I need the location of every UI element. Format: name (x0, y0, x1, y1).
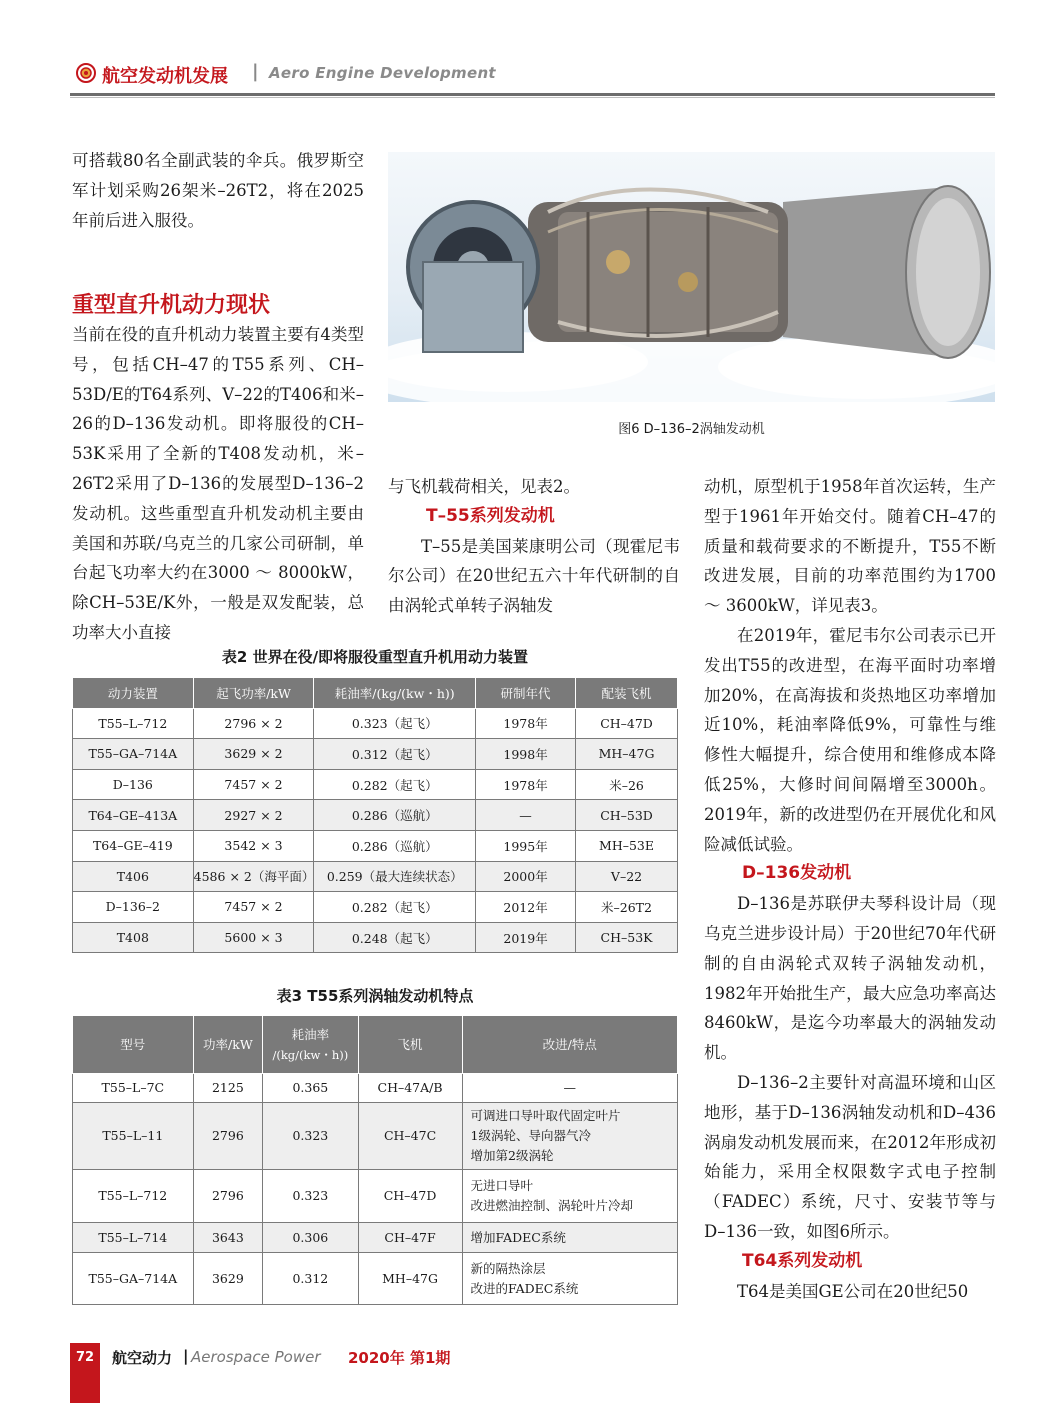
table3-col-model: 型号 (73, 1016, 194, 1074)
table-cell: 7457 × 2 (193, 769, 314, 800)
journal-logo-icon (76, 63, 96, 83)
table-cell: 2012年 (476, 892, 576, 923)
note-line: — (563, 1080, 577, 1095)
table-cell: 2927 × 2 (193, 800, 314, 831)
table-row (73, 1253, 678, 1305)
table-cell: CH–47A/B (358, 1074, 462, 1103)
footer-journal-cn: 航空动力 (112, 1349, 173, 1367)
table-cell: 1998年 (476, 739, 576, 770)
table-row (73, 769, 678, 800)
table3-col-power: 功率/kW (193, 1016, 263, 1074)
note-line: 无进口导叶 (470, 1178, 534, 1193)
engine-illustration (388, 152, 995, 402)
table-cell: 0.248（起飞） (314, 922, 476, 953)
table-row (73, 1074, 678, 1103)
table-cell: 3629 × 2 (193, 739, 314, 770)
table-cell-notes (462, 1223, 677, 1253)
table-cell: T55–L–7C (73, 1074, 194, 1103)
table-row (73, 892, 678, 923)
section-heading: 重型直升机动力现状 (72, 293, 271, 318)
table-cell: 0.306 (263, 1223, 358, 1253)
table-cell: 0.365 (263, 1074, 358, 1103)
table-cell: 2796 (193, 1170, 263, 1223)
table3-col-aircraft: 飞机 (358, 1016, 462, 1074)
table-cell: 0.323（起飞） (314, 708, 476, 739)
table-cell: 5600 × 3 (193, 922, 314, 953)
d136-paragraph-2: D–136–2主要针对高温环境和山区地形，基于D–136涡轴发动机和D–436涡扇发动机发展而来，在2012年形成初始能力，采用全权限数字式电子控制（FADEC）系统，尺寸、安装节等与D–136一致，如图6所示。 (704, 1072, 996, 1241)
table-cell: 1995年 (476, 830, 576, 861)
table-cell: MH–47G (576, 739, 678, 770)
d136-paragraph-1: D–136是苏联伊夫琴科设计局（现乌克兰进步设计局）于20世纪70年代研制的自由涡轮式双转子涡轴发动机，1982年开始批生产，最大应急功率高达8460kW，是迄今功率最大的涡轴发动机。 (704, 894, 996, 1063)
table3-col-sfc-line1: 耗油率 (291, 1026, 330, 1042)
table-cell: 1978年 (476, 708, 576, 739)
table-cell: CH–47D (358, 1170, 462, 1223)
table-cell: 3629 (193, 1253, 263, 1305)
table-row (73, 1103, 678, 1170)
table3-header-row (73, 1016, 678, 1074)
table-cell: 米–26 (576, 769, 678, 800)
footer-separator: | (183, 1347, 189, 1365)
table-cell: CH–47F (358, 1223, 462, 1253)
table-row (73, 922, 678, 953)
table-cell: D–136–2 (73, 892, 194, 923)
table-row (73, 861, 678, 892)
page-number: 72 (75, 1350, 95, 1365)
table-cell: 米–26T2 (576, 892, 678, 923)
table-cell: 3542 × 3 (193, 830, 314, 861)
table-cell: 0.323 (263, 1103, 358, 1170)
column-1 (72, 291, 364, 648)
table2-col-engine: 动力装置 (73, 678, 194, 709)
section-paragraph: 当前在役的直升机动力装置主要有4类型号，包括CH–47的T55系列、CH–53D/E的T64系列、V–22的T406和米–26的D–136发动机。即将服役的CH–53K采用了全新的T408发动机，米–26T2采用了D–136的发展型D–136–2发动机。这些重型直升机发动机主要由美国和苏联/乌克兰的几家公司研制，单台起飞功率大约在3000 ～ 8000kW，除CH–53E/K外，一般是双发配装，总功率大小直接 (72, 325, 364, 642)
table-row (73, 1223, 678, 1253)
table-cell: 0.282（起飞） (314, 769, 476, 800)
table-cell: 0.312（起飞） (314, 739, 476, 770)
table-cell: T55–L–712 (73, 1170, 194, 1223)
t55-paragraph-1: T–55是美国莱康明公司（现霍尼韦尔公司）在20世纪五六十年代研制的自由涡轮式单转子涡轴发 (388, 536, 680, 616)
table2-caption: 表2 世界在役/即将服役重型直升机用动力装置 (221, 648, 529, 666)
table3-caption: 表3 T55系列涡轴发动机特点 (276, 987, 474, 1005)
table-cell: 2796 (193, 1103, 263, 1170)
table2-col-aircraft: 配装飞机 (576, 678, 678, 709)
table-cell: CH–47C (358, 1103, 462, 1170)
note-line: 新的隔热涂层 (470, 1260, 546, 1276)
table-cell: 1978年 (476, 769, 576, 800)
note-line: 改进的FADEC系统 (470, 1280, 579, 1296)
t55-heading: T–55系列发动机 (426, 505, 555, 526)
intro-paragraph (72, 146, 364, 235)
t64-heading: T64系列发动机 (742, 1250, 863, 1271)
journal-title-cn: 航空发动机发展 (102, 66, 228, 87)
table-cell: — (476, 800, 576, 831)
table-cell: T408 (73, 922, 194, 953)
header-separator: | (252, 61, 259, 82)
table-cell: T64–GE–413A (73, 800, 194, 831)
d136-heading: D–136发动机 (742, 863, 852, 884)
table-row (73, 1170, 678, 1223)
table-row (73, 830, 678, 861)
table-cell: T55–L–714 (73, 1223, 194, 1253)
table2-body (73, 708, 678, 953)
table-cell: 2125 (193, 1074, 263, 1103)
table-cell: T55–L–11 (73, 1103, 194, 1170)
t64-paragraph-1: T64是美国GE公司在20世纪50 (737, 1281, 969, 1301)
section-paragraph-end: 与飞机载荷相关，见表2。 (388, 477, 580, 496)
table-cell: T55–L–712 (73, 708, 194, 739)
table3-col-sfc (263, 1016, 358, 1074)
table-cell: T55–GA–714A (73, 739, 194, 770)
note-line: 可调进口导叶取代固定叶片 (470, 1108, 621, 1123)
table3-col-notes: 改进/特点 (462, 1016, 677, 1074)
table-cell-notes (462, 1074, 677, 1103)
table-cell: 2019年 (476, 922, 576, 953)
table-cell: 0.259（最大连续状态） (314, 861, 476, 892)
note-line: 增加FADEC系统 (470, 1229, 566, 1245)
table3-col-sfc-line2: /(kg/(kw・h)) (272, 1047, 349, 1062)
footer-issue: 2020年 第1期 (348, 1349, 451, 1367)
table2-col-sfc: 耗油率/(kg/(kw・h)) (314, 678, 476, 709)
table-cell: 0.286（巡航） (314, 800, 476, 831)
table-cell: MH–47G (358, 1253, 462, 1305)
table2 (72, 677, 678, 953)
table-cell-notes (462, 1103, 677, 1170)
table-cell: 2000年 (476, 861, 576, 892)
table3-body (73, 1074, 678, 1305)
column-2 (388, 472, 680, 621)
table-row (73, 800, 678, 831)
header-rule (70, 93, 995, 96)
table-cell: 0.282（起飞） (314, 892, 476, 923)
table-cell: 2796 × 2 (193, 708, 314, 739)
t55-paragraph-2: 在2019年，霍尼韦尔公司表示已开发出T55的改进型，在海平面时功率增加20%，在高海拔和炎热地区功率增加近10%，耗油率降低9%，可靠性与维修性大幅提升，综合使用和维修成本降低25%，大修时间间隔增至3000h。2019年，新的改进型仍在开展优化和风险减低试验。 (704, 625, 996, 854)
footer-journal-en: Aerospace Power (191, 1348, 321, 1366)
column-3 (704, 472, 996, 1306)
table-cell: CH–47D (576, 708, 678, 739)
note-line: 增加第2级涡轮 (470, 1148, 554, 1163)
table-cell: 0.323 (263, 1170, 358, 1223)
table-cell: D–136 (73, 769, 194, 800)
table-cell: T55–GA–714A (73, 1253, 194, 1305)
t55-paragraph-1-cont: 动机，原型机于1958年首次运转，生产型于1961年开始交付。随着CH–47的质量和载荷要求的不断提升，T55不断改进发展，目前的功率范围约为1700 ～ 3600kW，详见表3。 (704, 477, 996, 616)
table-cell: CH–53D (576, 800, 678, 831)
table-cell: T406 (73, 861, 194, 892)
table-cell: MH–53E (576, 830, 678, 861)
table-cell: 3643 (193, 1223, 263, 1253)
table2-header-row (73, 678, 678, 709)
header-rule-thin (70, 97, 995, 98)
table-row (73, 708, 678, 739)
note-line: 改进燃油控制、涡轮叶片冷却 (470, 1198, 634, 1213)
note-line: 1级涡轮、导向器气冷 (470, 1128, 591, 1143)
table-cell: CH–53K (576, 922, 678, 953)
table-cell: T64–GE–419 (73, 830, 194, 861)
table-cell-notes (462, 1170, 677, 1223)
table-cell: V–22 (576, 861, 678, 892)
figure-caption: 图6 D–136–2涡轴发动机 (618, 422, 765, 437)
journal-title-en: Aero Engine Development (269, 64, 496, 82)
intro-text: 可搭载80名全副武装的伞兵。俄罗斯空军计划采购26架米–26T2，将在2025年前后进入服役。 (72, 151, 364, 230)
table2-col-year: 研制年代 (476, 678, 576, 709)
table-cell-notes (462, 1253, 677, 1305)
table-cell: 7457 × 2 (193, 892, 314, 923)
table-cell: 0.312 (263, 1253, 358, 1305)
running-header (70, 58, 995, 92)
table3 (72, 1015, 678, 1305)
table-cell: 0.286（巡航） (314, 830, 476, 861)
table2-col-power: 起飞功率/kW (193, 678, 314, 709)
figure-engine-photo (388, 152, 995, 402)
table-row (73, 739, 678, 770)
table-cell: 4586 × 2（海平面） (193, 861, 314, 892)
